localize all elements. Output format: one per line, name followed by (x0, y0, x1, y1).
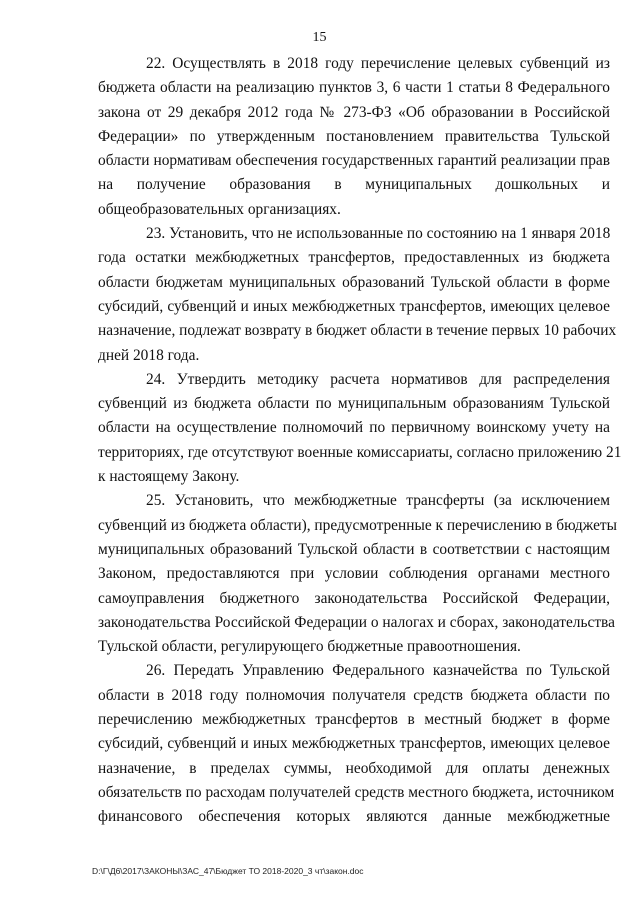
text-line: назначение, в пределах суммы, необходимой для оплаты денежных (98, 759, 610, 777)
text-line: муниципальных образований Тульской области в соответствии с настоящим (98, 540, 610, 558)
text-line: области на осуществление полномочий по первичному воинскому учету на (98, 419, 610, 437)
text-line: закона от 29 декабря 2012 года № 273-ФЗ «Об образовании в Российской (98, 103, 610, 121)
paragraph-26 (98, 659, 615, 829)
text-line: 22. Осуществлять в 2018 году перечисление целевых субвенций из (146, 55, 610, 72)
text-line: субсидий, субвенций и иных межбюджетных трансфертов, имеющих целевое (98, 297, 610, 315)
text-line: 26. Передать Управлению Федерального казначейства по Тульской (146, 662, 610, 680)
text-line: назначение, подлежат возврату в бюджет области в течение первых 10 рабочих (98, 322, 617, 340)
paragraph-23 (98, 222, 617, 368)
paragraph-24 (98, 368, 622, 489)
text-line: законодательства Российской Федерации о налогах и сборах, законодательства (98, 613, 615, 631)
text-line: субвенций из бюджета области по муниципальным образованиям Тульской (98, 395, 610, 413)
text-line: 25. Установить, что межбюджетные трансферты (за исключением (146, 492, 610, 510)
text-line: Федерации» по утвержденным постановлением правительства Тульской (98, 127, 610, 145)
text-line: дней 2018 года. (98, 346, 200, 364)
text-line: Законом, предоставляются при условии соблюдения органами местного (98, 565, 610, 583)
text-line: бюджета области на реализацию пунктов 3, 6 части 1 статьи 8 Федерального (98, 79, 610, 97)
text-line: обязательств по расходам получателей средств местного бюджета, источником (98, 783, 615, 801)
text-line: самоуправления бюджетного законодательства Российской Федерации, (98, 589, 610, 607)
text-line: субсидий, субвенций и иных межбюджетных трансфертов, имеющих целевое (98, 735, 610, 753)
document-body (98, 52, 622, 830)
text-line: области в 2018 году полномочия получателя средств бюджета области по (98, 686, 610, 704)
text-line: 23. Установить, что не использованные по состоянию на 1 января 2018 (146, 225, 611, 243)
paragraph-25 (98, 489, 617, 659)
text-line: территориях, где отсутствуют военные комиссариаты, согласно приложению 21 (98, 443, 622, 461)
page-number: 15 (312, 30, 327, 45)
text-line: области нормативам обеспечения государственных гарантий реализации прав (98, 152, 610, 170)
footer-file-path: D:\Г\Д6\2017\ЗАКОНЫ\ЗАС_47\Бюджет ТО 2018-2020_3 чт\закон.doc (92, 866, 364, 876)
text-line: Тульской области, регулирующего бюджетные правоотношения. (98, 638, 521, 656)
text-line: 24. Утвердить методику расчета нормативов для распределения (146, 370, 610, 388)
text-line: субвенций из бюджета области), предусмотренные к перечислению в бюджеты (98, 516, 617, 534)
text-line: года остатки межбюджетных трансфертов, предоставленных из бюджета (98, 249, 610, 267)
text-line: на получение образования в муниципальных дошкольных и (98, 176, 610, 194)
paragraph-22 (98, 52, 610, 222)
text-line: перечислению межбюджетных трансфертов в местный бюджет в форме (98, 711, 610, 729)
text-line: области бюджетам муниципальных образований Тульской области в форме (98, 273, 610, 291)
text-line: финансового обеспечения которых являются данные межбюджетные (98, 808, 610, 826)
text-line: общеобразовательных организациях. (98, 200, 341, 218)
text-line: к настоящему Закону. (98, 468, 240, 486)
